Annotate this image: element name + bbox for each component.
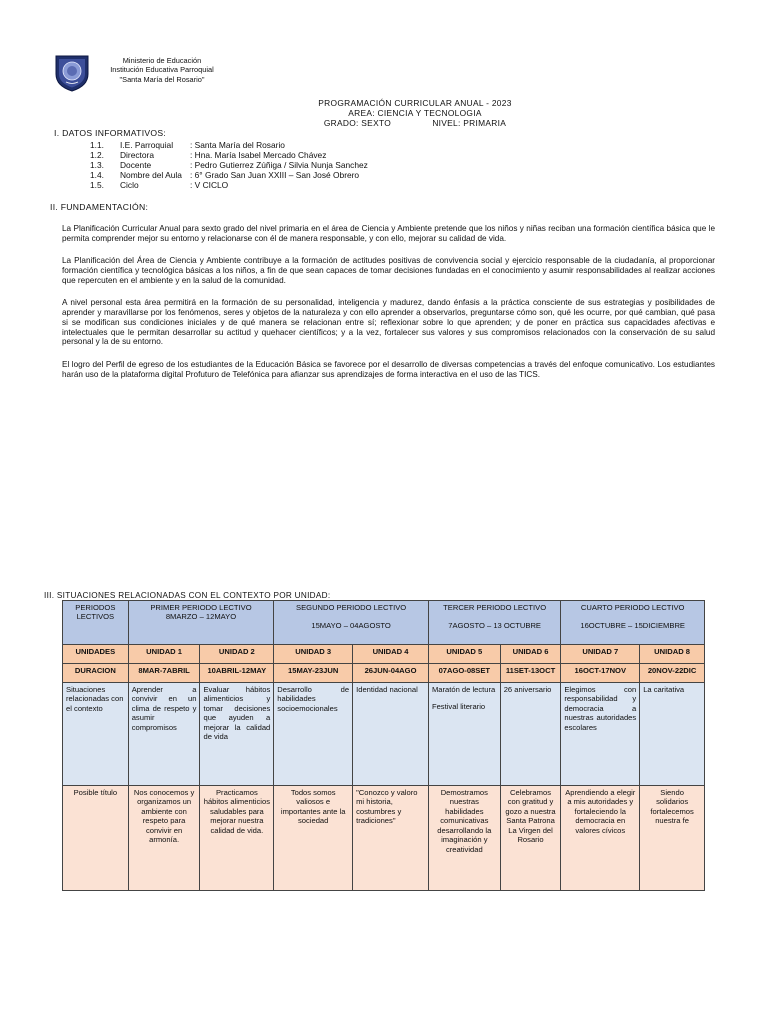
info-row: [90, 180, 368, 190]
period-dates: 7AGOSTO – 13 OCTUBRE: [448, 621, 541, 631]
paragraph: La Planificación del Área de Ciencia y Ambiente contribuye a la formación de actitudes positivas de convivencia social y ejercicio responsable de la ciudadanía, al proporcionar formación científica y tecnológica básicas a los niños, a fin de que sean capaces de tomar decisiones fundadas en el conocimiento y asumir responsabilidades al realizar acciones que repercuten en el ambiente y en la salud de la comunidad.: [62, 256, 715, 285]
paragraph: El logro del Perfil de egreso de los estudiantes de la Educación Básica se favorece por el desarrollo de diversas competencias a través del enfoque comunicativo. Los estudiantes harán uso de la plataforma digital Profuturo de Telefónica para afianzar sus aprendizajes de forma interactiva en el uso de las TICS.: [62, 360, 715, 379]
school-name: "Santa María del Rosario": [119, 74, 205, 84]
units-label-cell: UNIDADES: [63, 645, 129, 664]
section-2-heading: II. FUNDAMENTACIÓN:: [50, 202, 149, 212]
duration-cell: 16OCT-17NOV: [561, 664, 640, 683]
info-value: : Pedro Gutierrez Zúñiga / Silvia Nunja Sanchez: [190, 160, 368, 170]
situation-cell: Evaluar hábitos alimenticios y tomar decisiones que ayuden a mejorar la calidad de vida: [200, 683, 274, 786]
period-cell: [561, 601, 705, 645]
paragraph: La Planificación Curricular Anual para sexto grado del nivel primaria en el área de Ciencia y Ambiente pretende que los niños y niñas reciban una formación científica básica que le permita comprender mejor su entorno y relacionarse con él de manera responsable, y con ello, mejorar su calidad de vida.: [62, 224, 715, 243]
situation-extra-text: Festival literario: [431, 702, 486, 712]
duration-cell: 11SET-13OCT: [500, 664, 561, 683]
period-name: CUARTO PERIODO LECTIVO: [580, 603, 685, 612]
period-name: SEGUNDO PERIODO LECTIVO: [296, 603, 407, 612]
period-dates: 15MAYO – 04AGOSTO: [311, 621, 391, 631]
units-table: [62, 600, 705, 891]
info-value: : V CICLO: [190, 180, 229, 190]
duration-cell: 07AGO-08SET: [428, 664, 500, 683]
unit-cell: UNIDAD 7: [561, 645, 640, 664]
duration-cell: 10ABRIL-12MAY: [200, 664, 274, 683]
info-num: 1.2.: [90, 150, 104, 160]
section-1-heading: I. DATOS INFORMATIVOS:: [54, 128, 167, 138]
units-row: [63, 645, 705, 664]
duration-cell: 20NOV-22DIC: [640, 664, 705, 683]
info-row: [90, 160, 368, 170]
grade-label: GRADO: SEXTO: [323, 118, 392, 129]
info-num: 1.5.: [90, 180, 104, 190]
periods-corner-cell: PERIODOS LECTIVOS: [63, 601, 129, 645]
info-value: : Santa María del Rosario: [190, 140, 285, 150]
period-cell: [428, 601, 560, 645]
unit-cell: UNIDAD 3: [274, 645, 353, 664]
institution-name: Institución Educativa Parroquial: [110, 65, 214, 75]
situation-cell: Elegimos con responsabilidad y democracia a nuestras autoridades escolares: [561, 683, 640, 786]
situation-cell: Desarrollo de habilidades socioemocionales: [274, 683, 353, 786]
duration-row: [63, 664, 705, 683]
title-cell: Aprendiendo a elegir a mis autoridades y fortaleciendo la democracia en valores cívicos: [561, 786, 640, 891]
title-cell: Practicamos hábitos alimenticios saludables para mejorar nuestra calidad de vida.: [200, 786, 274, 891]
paragraph: A nivel personal esta área permitirá en la formación de su personalidad, inteligencia y madurez, dando énfasis a la práctica consciente de sus estrategias y posibilidades de aprender y maravillarse por los fenómenos, seres y objetos de la naturaleza y con ello aprender a observarlos, preguntarse cómo son, qué les ocurre, por qué cambian, qué pasa si se modifican sus condiciones iniciales y de qué manera se relacionan entre sí; reflexionar sobre lo que aprenden; y de poner en práctica sus capacidades afectivas e intelectuales que le permitan desarrollar su actitud y quehacer científicos; y a la vez, fortalecer sus valores y sus compromisos relacionados con la conservación de su salud personal y la de su entorno.: [62, 298, 715, 347]
period-cell: [274, 601, 429, 645]
unit-cell: UNIDAD 1: [128, 645, 200, 664]
period-dates: 8MARZO – 12MAYO: [165, 612, 237, 622]
unit-cell: UNIDAD 5: [428, 645, 500, 664]
title-line-2: AREA: CIENCIA Y TECNOLOGIA: [348, 108, 482, 119]
unit-cell: UNIDAD 6: [500, 645, 561, 664]
duration-cell: 26JUN-04AGO: [353, 664, 429, 683]
level-label: NIVEL: PRIMARIA: [432, 118, 507, 129]
periods-header-row: [63, 601, 705, 645]
titles-label-cell: Posible título: [63, 786, 129, 891]
situation-text: Maratón de lectura: [431, 685, 496, 694]
section-3-heading: III. SITUACIONES RELACIONADAS CON EL CONTEXTO POR UNIDAD:: [44, 591, 331, 600]
info-num: 1.4.: [90, 170, 104, 180]
duration-label-cell: DURACION: [63, 664, 129, 683]
situation-cell: Identidad nacional: [353, 683, 429, 786]
info-label: Docente: [120, 160, 152, 170]
institution-header: [92, 56, 232, 84]
ministry-name: Ministerio de Educación: [122, 56, 202, 65]
info-label: Directora: [120, 150, 154, 160]
title-cell: Siendo solidarios fortalecemos nuestra fe: [640, 786, 705, 891]
info-row: [90, 170, 368, 180]
period-dates: 16OCTUBRE – 15DICIEMBRE: [580, 621, 685, 631]
situations-label-cell: Situaciones relacionadas con el contexto: [63, 683, 129, 786]
title-cell: Todos somos valiosos e importantes ante la sociedad: [274, 786, 353, 891]
info-num: 1.3.: [90, 160, 104, 170]
info-label: Ciclo: [120, 180, 139, 190]
situation-cell: [428, 683, 500, 786]
duration-cell: 8MAR-7ABRIL: [128, 664, 200, 683]
unit-cell: UNIDAD 4: [353, 645, 429, 664]
period-name: PRIMER PERIODO LECTIVO: [150, 603, 252, 612]
duration-cell: 15MAY-23JUN: [274, 664, 353, 683]
unit-cell: UNIDAD 2: [200, 645, 274, 664]
title-cell: Nos conocemos y organizamos un ambiente con respeto para convivir en armonía.: [128, 786, 200, 891]
unit-cell: UNIDAD 8: [640, 645, 705, 664]
grade-level-line: [240, 118, 590, 128]
situation-cell: La caritativa: [640, 683, 705, 786]
title-cell: "Conozco y valoro mi historia, costumbres y tradiciones": [353, 786, 429, 891]
titles-row: [63, 786, 705, 891]
info-label: Nombre del Aula: [120, 170, 182, 180]
info-row: [90, 140, 368, 150]
title-line-1: PROGRAMACIÓN CURRICULAR ANUAL - 2023: [318, 98, 512, 108]
title-cell: Demostramos nuestras habilidades comunicativas desarrollando la imaginación y creatividad: [428, 786, 500, 891]
info-num: 1.1.: [90, 140, 104, 150]
info-value: : Hna. María Isabel Mercado Chávez: [190, 150, 327, 160]
school-crest-icon: [52, 52, 92, 92]
info-label: I.E. Parroquial: [120, 140, 174, 150]
info-value: : 6° Grado San Juan XXIII – San José Obrero: [190, 170, 360, 180]
situations-row: [63, 683, 705, 786]
situation-cell: 26 aniversario: [500, 683, 561, 786]
title-cell: Celebramos con gratitud y gozo a nuestra Santa Patrona La Virgen del Rosario: [500, 786, 561, 891]
period-cell: [128, 601, 274, 645]
info-list: [90, 140, 368, 190]
period-name: TERCER PERIODO LECTIVO: [443, 603, 547, 612]
info-row: [90, 150, 368, 160]
document-title: [240, 98, 590, 128]
situation-cell: Aprender a convivir en un clima de respeto y asumir compromisos: [128, 683, 200, 786]
